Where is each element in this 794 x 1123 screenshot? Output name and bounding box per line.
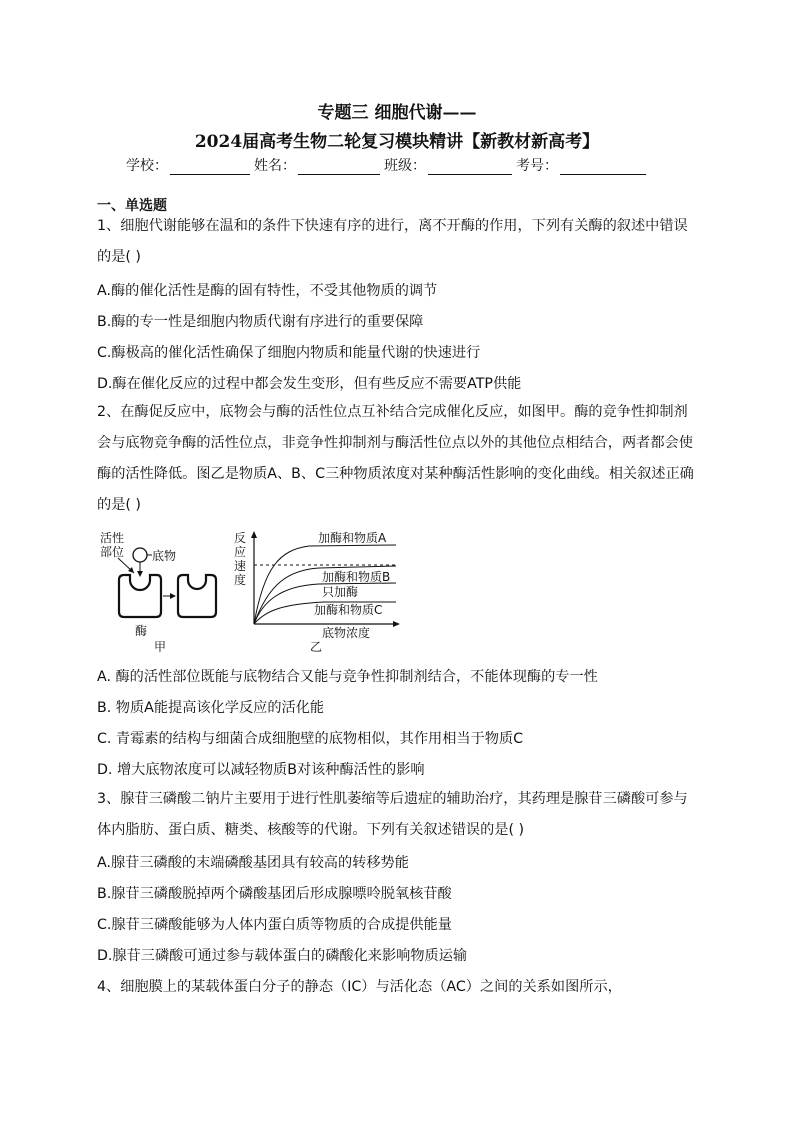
curve-c-label: 加酶和物质C — [314, 603, 383, 617]
active-site-label-1: 活性 — [100, 531, 125, 545]
substrate-label: 底物 — [152, 549, 177, 563]
question-1-option-c[interactable]: C.酶极高的催化活性确保了细胞内物质和能量代谢的快速进行 — [97, 345, 481, 361]
active-site-label-2: 部位 — [100, 545, 125, 559]
y-axis-char-3: 速 — [234, 559, 247, 573]
x-axis-arrowhead — [393, 621, 400, 627]
question-2-option-c[interactable]: C. 青霉素的结构与细菌合成细胞壁的底物相似，其作用相当于物质C — [97, 731, 524, 747]
panel-yi-label: 乙 — [310, 640, 323, 654]
question-2-stem: 2、在酶促反应中，底物会与酶的活性位点互补结合完成催化反应，如图甲。酶的竞争性抑制剂会与底物竞争酶的活性位点，非竞争性抑制剂与酶活性位点以外的其他位点相结合，两者都会使酶的活性降低。图乙是物质A、B、C三种物质浓度对某种酶活性影响的变化曲线。相关叙述正确的是( ) — [97, 404, 694, 513]
y-axis-char-1: 反 — [234, 531, 247, 545]
y-axis-char-4: 度 — [234, 573, 247, 587]
curve-a-label: 加酶和物质A — [318, 531, 387, 545]
class-blank[interactable] — [428, 160, 512, 175]
exam-number-label: 考号： — [516, 158, 558, 174]
question-4-stem: 4、细胞膜上的某载体蛋白分子的静态（IC）与活化态（AC）之间的关系如图所示， — [97, 979, 622, 995]
name-blank[interactable] — [298, 160, 380, 175]
question-1-option-a[interactable]: A.酶的催化活性是酶的固有特性，不受其他物质的调节 — [97, 283, 438, 299]
x-axis-label: 底物浓度 — [322, 626, 371, 640]
y-axis-char-2: 应 — [234, 545, 247, 559]
enzyme-shape-2 — [178, 575, 216, 617]
reaction-arrowhead — [170, 593, 176, 599]
school-blank[interactable] — [170, 160, 250, 175]
class-label: 班级： — [384, 158, 426, 174]
enzyme-shape-1 — [119, 575, 161, 617]
question-1-option-d[interactable]: D.酶在催化反应的过程中都会发生变形，但有些反应不需要ATP供能 — [97, 376, 522, 392]
y-axis-arrowhead — [251, 531, 257, 538]
panel-jia-label: 甲 — [154, 640, 167, 654]
student-info-row — [126, 155, 686, 175]
binding-arrowhead — [137, 571, 143, 577]
school-label: 学校： — [126, 158, 168, 174]
curve-b-label: 加酶和物质B — [322, 570, 391, 584]
enzyme-label: 酶 — [135, 624, 148, 638]
question-2-option-a[interactable]: A. 酶的活性部位既能与底物结合又能与竞争性抑制剂结合，不能体现酶的专一性 — [97, 669, 598, 685]
question-1-option-b[interactable]: B.酶的专一性是细胞内物质代谢有序进行的重要保障 — [97, 314, 424, 330]
name-label: 姓名： — [254, 158, 296, 174]
question-3-stem: 3、腺苷三磷酸二钠片主要用于进行性肌萎缩等后遗症的辅助治疗，其药理是腺苷三磷酸可参与体内脂肪、蛋白质、糖类、核酸等的代谢。下列有关叙述错误的是( ) — [97, 791, 688, 838]
substrate-circle — [133, 548, 147, 562]
question-2-option-b[interactable]: B. 物质A能提高该化学反应的活化能 — [97, 700, 325, 716]
exam-number-blank[interactable] — [560, 160, 646, 175]
question-1-stem: 1、细胞代谢能够在温和的条件下快速有序的进行，离不开酶的作用，下列有关酶的叙述中错误的是( ) — [97, 218, 688, 265]
document-title-line1: 专题三 细胞代谢—— — [317, 103, 477, 123]
enzyme-figure — [94, 528, 404, 656]
question-3-option-d[interactable]: D.腺苷三磷酸可通过参与载体蛋白的磷酸化来影响物质运输 — [97, 948, 468, 964]
document-title-line2: 2024届高考生物二轮复习模块精讲【新教材新高考】 — [194, 132, 600, 152]
question-2-option-d[interactable]: D. 增大底物浓度可以减轻物质B对该种酶活性的影响 — [97, 762, 425, 778]
question-3-option-a[interactable]: A.腺苷三磷酸的末端磷酸基团具有较高的转移势能 — [97, 855, 409, 871]
curve-enzyme-only-label: 只加酶 — [322, 585, 359, 599]
question-3-option-b[interactable]: B.腺苷三磷酸脱掉两个磷酸基团后形成腺嘌呤脱氧核苷酸 — [97, 886, 452, 902]
question-3-option-c[interactable]: C.腺苷三磷酸能够为人体内蛋白质等物质的合成提供能量 — [97, 917, 452, 933]
section-title: 一、单选题 — [97, 198, 167, 214]
